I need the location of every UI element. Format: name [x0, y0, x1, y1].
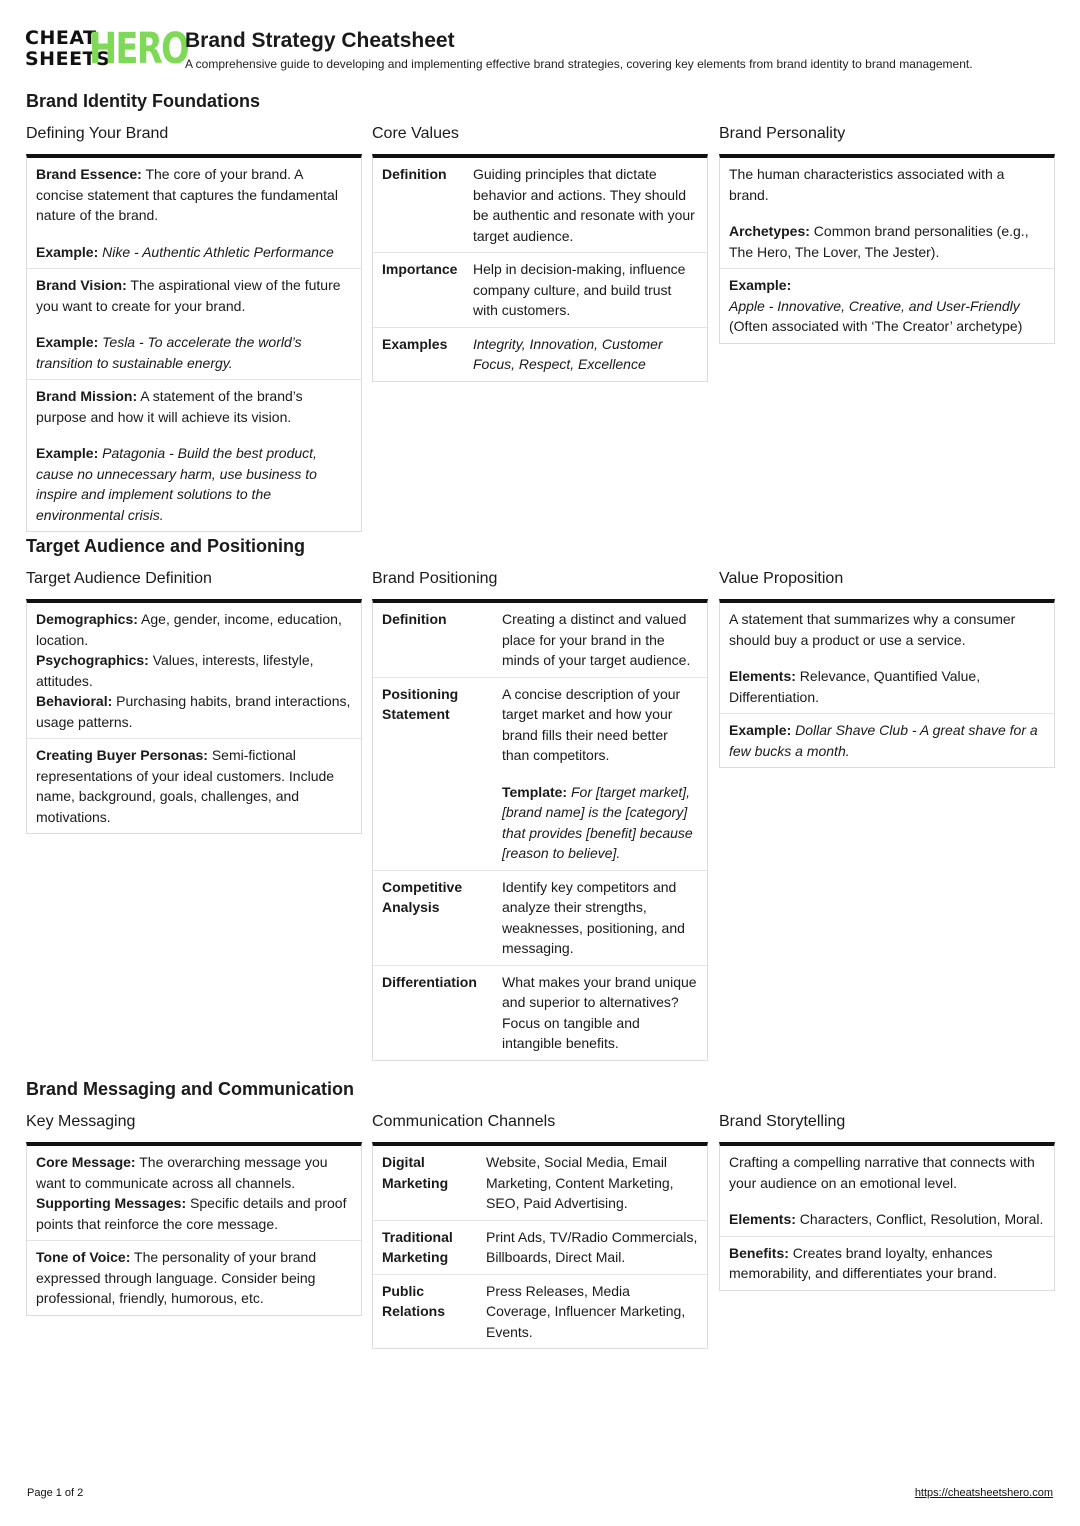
section-title: Target Audience and Positioning [26, 536, 306, 556]
column-title: Brand Positioning [372, 570, 498, 587]
column-communication-channels [372, 1112, 708, 1349]
page-header [25, 24, 1065, 74]
card-brand-personality [719, 154, 1055, 344]
column-title: Communication Channels [372, 1113, 556, 1130]
table-row: Positioning Statement A concise description of your target market and how your brand fills their need better than competitors. Template: For [target market], [brand name] is the [category] that provides [benefit] because [reason to believe]. [373, 677, 707, 870]
column-title: Brand Personality [719, 125, 846, 142]
footer-link[interactable]: https://cheatsheetshero.com [914, 1487, 1053, 1499]
table-row: Digital Marketing Website, Social Media, Email Marketing, Content Marketing, SEO, Paid Advertising. [382, 1154, 674, 1211]
block-core-message: Core Message: The overarching message you want to communicate across all channels. Supporting Messages: Specific details and proof points that reinforce the core message. [36, 1154, 347, 1232]
column-title: Defining Your Brand [26, 125, 169, 142]
cheatsheetshero-logo[interactable] [25, 24, 189, 74]
card-target-audience [26, 599, 362, 834]
table-row: Examples Integrity, Innovation, Customer Focus, Respect, Excellence [373, 327, 707, 381]
logo-text-cheat: CHEAT [25, 27, 97, 49]
page-title: Brand Strategy Cheatsheet [185, 29, 455, 52]
table-row: Public Relations Press Releases, Media Coverage, Influencer Marketing, Events. [373, 1274, 707, 1349]
block-buyer-personas: Creating Buyer Personas: Semi-fictional representations of your ideal customers. Include name, background, goals, challenges, and motivations. [27, 738, 361, 833]
card-core-values [372, 154, 708, 382]
section-title: Brand Messaging and Communication [26, 1079, 355, 1099]
table-row: Traditional Marketing Print Ads, TV/Radio Commercials, Billboards, Direct Mail. [373, 1220, 707, 1274]
section-brand-identity [26, 90, 1056, 523]
card-communication-channels [372, 1142, 708, 1349]
section-target-audience [26, 535, 1056, 1051]
column-brand-storytelling [719, 1112, 1055, 1291]
block-tone-of-voice: Tone of Voice: The personality of your brand expressed through language. Consider being professional, friendly, humorous, etc. [27, 1240, 361, 1315]
table-row: Definition Creating a distinct and valued place for your brand in the minds of your target audience. [382, 611, 691, 668]
column-title: Target Audience Definition [26, 570, 212, 587]
section-brand-messaging [26, 1078, 1056, 1340]
column-target-audience-definition [26, 569, 362, 834]
card-value-proposition [719, 599, 1055, 768]
block-value-example: Example: Dollar Shave Club - A great shave for a few bucks a month. [720, 713, 1054, 767]
block-brand-vision: Brand Vision: The aspirational view of the future you want to create for your brand. Example: Tesla - To accelerate the world’s transition to sustainable energy. [27, 268, 361, 379]
block-personality-example: Example: Apple - Innovative, Creative, and User-Friendly (Often associated with ‘The Creator’ archetype) [720, 268, 1054, 343]
column-title: Value Proposition [719, 570, 844, 587]
column-title: Core Values [372, 125, 459, 142]
block-segmentation: Demographics: Age, gender, income, education, location. Psychographics: Values, interests, lifestyle, attitudes. Behavioral: Purchasing habits, brand interactions, usage patterns. [36, 611, 351, 730]
block-brand-mission: Brand Mission: A statement of the brand’s purpose and how it will achieve its vision. Example: Patagonia - Build the best product, cause no unnecessary harm, use business to inspire and implement solutions to the environmental crisis. [27, 379, 361, 531]
logo-text-sheets: SHEETS [25, 48, 111, 70]
column-defining-your-brand [26, 124, 362, 532]
column-core-values [372, 124, 708, 382]
block-story-benefits: Benefits: Creates brand loyalty, enhances memorability, and differentiates your brand. [720, 1236, 1054, 1290]
column-key-messaging [26, 1112, 362, 1316]
page-subtitle: A comprehensive guide to developing and implementing effective brand strategies, covering key elements from brand identity to brand management. [185, 57, 973, 71]
block-brand-essence: Brand Essence: The core of your brand. A concise statement that captures the fundamental nature of the brand. Example: Nike - Authentic Athletic Performance [36, 166, 338, 260]
block-story-intro: Crafting a compelling narrative that connects with your audience on an emotional level. Elements: Characters, Conflict, Resolution, Moral. [729, 1154, 1044, 1227]
column-title: Key Messaging [26, 1113, 136, 1130]
column-title: Brand Storytelling [719, 1113, 846, 1130]
card-brand-storytelling [719, 1142, 1055, 1291]
card-brand-positioning [372, 599, 708, 1061]
block-value-intro: A statement that summarizes why a consumer should buy a product or use a service. Elements: Relevance, Quantified Value, Differentiation. [729, 611, 1016, 705]
logo-text-hero: HERO [89, 24, 189, 74]
table-row: Competitive Analysis Identify key competitors and analyze their strengths, weaknesses, positioning, and messaging. [373, 870, 707, 965]
column-value-proposition [719, 569, 1055, 768]
card-key-messaging [26, 1142, 362, 1316]
block-personality-intro: The human characteristics associated with a brand. Archetypes: Common brand personalities (e.g., The Hero, The Lover, The Jester). [729, 166, 1029, 260]
column-brand-personality [719, 124, 1055, 344]
table-row: Definition Guiding principles that dictate behavior and actions. They should be authentic and resonate with your target audience. [382, 166, 695, 244]
table-row: Differentiation What makes your brand unique and superior to alternatives? Focus on tangible and intangible benefits. [373, 965, 707, 1060]
column-brand-positioning [372, 569, 708, 1061]
card-defining-your-brand [26, 154, 362, 532]
section-title: Brand Identity Foundations [26, 91, 260, 111]
table-row: Importance Help in decision-making, influence company culture, and build trust with customers. [373, 252, 707, 327]
page-number: Page 1 of 2 [27, 1487, 84, 1499]
